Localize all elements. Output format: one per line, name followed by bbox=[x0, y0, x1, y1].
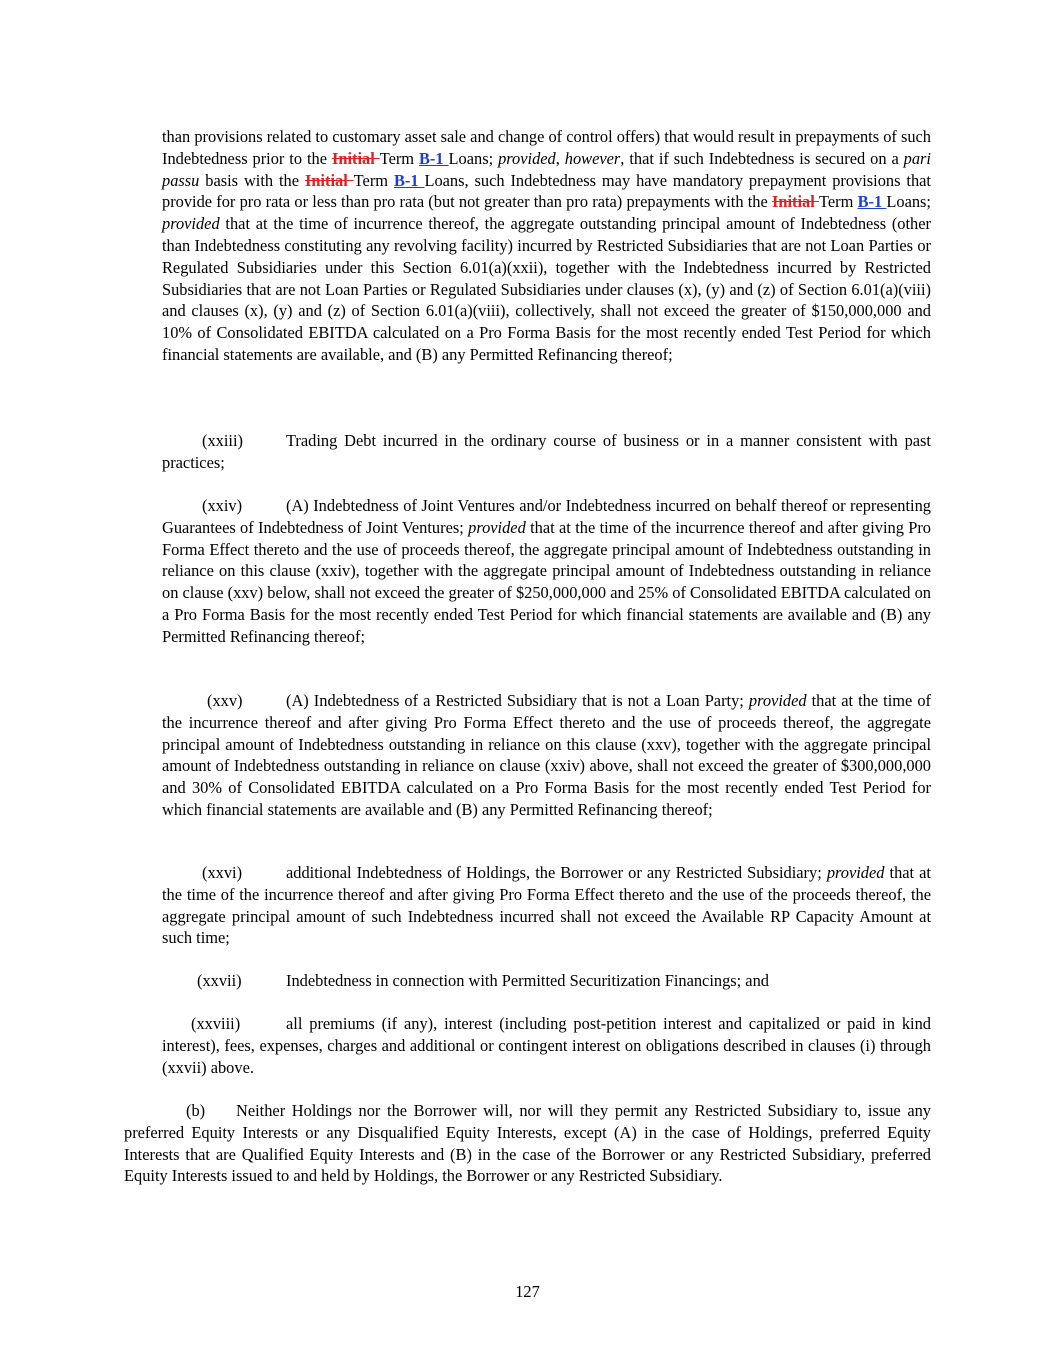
clause-xxv bbox=[162, 690, 931, 821]
text: Term bbox=[819, 192, 858, 212]
text: than provisions related to customary asset sale and change of control offers) that would result in prepayments of such Indebtedness prior to the bbox=[162, 127, 931, 168]
clause-number: (xxv) bbox=[207, 691, 243, 710]
deleted-text-initial: Initial bbox=[304, 170, 354, 190]
clause-xxvi bbox=[162, 862, 931, 949]
paragraph-text: Neither Holdings nor the Borrower will, nor will they permit any Restricted Subsidiary to, issue any preferred Equity Interests or any Disqualified Equity Interests, except (A) in the case of Holdings, preferred Equity Interests that are Qualified Equity Interests and (B) in the case of the Borrower or any Restricted Subsidiary, preferred Equity Interests issued to and held by Holdings, the Borrower or any Restricted Subsidiary. bbox=[124, 1101, 931, 1186]
paragraph-xxii-continuation bbox=[162, 126, 931, 366]
text: basis with the bbox=[199, 170, 305, 190]
clause-text: Indebtedness in connection with Permitted Securitization Financings; and bbox=[286, 971, 769, 990]
clause-xxiv bbox=[162, 495, 931, 648]
italic-text: provided bbox=[826, 863, 885, 882]
clause-text: additional Indebtedness of Holdings, the Borrower or any Restricted Subsidiary; bbox=[286, 863, 827, 882]
italic-text: provided bbox=[748, 691, 807, 710]
deleted-text-initial: Initial bbox=[331, 148, 380, 168]
clause-number: (xxvi) bbox=[202, 863, 243, 882]
text: Loans; bbox=[886, 192, 931, 212]
clause-text: that at the time of the incurrence thereof and after giving Pro Forma Effect thereto and the use of proceeds thereof, the aggregate principal amount of Indebtedness outstanding in reliance on this clause (xxv), together with the aggregate principal amount of Indebtedness outstanding in reliance on clause (xxiv) above, shall not exceed the greater of $300,000,000 and 30% of Consolidated EBITDA calculated on a Pro Forma Basis for the most recently ended Test Period for which financial statements are available and (B) any Permitted Refinancing thereof; bbox=[162, 691, 931, 819]
text: Loans, such Indebtedness may have mandatory prepayment provisions that provide for pro rata or less than pro rata (but not greater than pro rata) prepayments with the bbox=[162, 170, 931, 212]
paragraph-number: (b) bbox=[186, 1101, 206, 1120]
inserted-text-b1: B-1 bbox=[857, 192, 887, 212]
clause-text: Trading Debt incurred in the ordinary course of business or in a manner consistent with past practices; bbox=[162, 431, 931, 472]
page-number: 127 bbox=[515, 1282, 540, 1301]
italic-text: pari passu bbox=[162, 148, 931, 190]
clause-number: (xxiii) bbox=[202, 431, 243, 450]
clause-text: (A) Indebtedness of Joint Ventures and/or Indebtedness incurred on behalf thereof or representing Guarantees of Indebtedness of Joint Ventures; bbox=[162, 496, 931, 537]
text: Loans; bbox=[448, 148, 499, 168]
clause-number: (xxviii) bbox=[191, 1014, 241, 1033]
clause-text: (A) Indebtedness of a Restricted Subsidiary that is not a Loan Party; bbox=[286, 691, 749, 710]
italic-text: provided bbox=[498, 148, 556, 168]
text: , bbox=[555, 148, 565, 168]
paragraph-b bbox=[124, 1100, 931, 1187]
text: Term bbox=[379, 148, 419, 168]
italic-text: provided bbox=[162, 214, 220, 234]
italic-text: however bbox=[564, 148, 621, 168]
inserted-text-b1: B-1 bbox=[393, 170, 425, 190]
text: that at the time of incurrence thereof, the aggregate outstanding principal amount of Indebtedness (other than Indebtedness constituting any revolving facility) incurred by Restricted Subsidiaries that are not Loan Parties or Regulated Subsidiaries under this Section 6.01(a)(xxii), together with the Indebtedness incurred by Restricted Subsidiaries that are not Loan Parties or Regulated Subsidiaries under clauses (x), (y) and (z) of Section 6.01(a)(viii) and clauses (x), (y) and (z) of Section 6.01(a)(viii), collectively, shall not exceed the greater of $150,000,000 and 10% of Consolidated EBITDA calculated on a Pro Forma Basis for the most recently ended Test Period for which financial statements are available, and (B) any Permitted Refinancing thereof; bbox=[162, 214, 931, 364]
clause-xxvii bbox=[162, 970, 931, 992]
clause-text: all premiums (if any), interest (including post-petition interest and capitalized or paid in kind interest), fees, expenses, charges and additional or contingent interest on obligations described in clauses (i) through (xxvii) above. bbox=[162, 1014, 931, 1077]
clause-text: that at the time of the incurrence thereof and after giving Pro Forma Effect thereto and the use of proceeds thereof, the aggregate principal amount of Indebtedness outstanding in reliance on this clause (xxiv), together with the aggregate principal amount of Indebtedness outstanding in reliance on clause (xxv) below, shall not exceed the greater of $250,000,000 and 25% of Consolidated EBITDA calculated on a Pro Forma Basis for the most recently ended Test Period for which financial statements are available and (B) any Permitted Refinancing thereof; bbox=[162, 517, 931, 646]
clause-number: (xxvii) bbox=[197, 971, 242, 990]
inserted-text-b1: B-1 bbox=[419, 148, 449, 168]
clause-number: (xxiv) bbox=[202, 496, 243, 515]
text: Term bbox=[353, 170, 394, 190]
deleted-text-initial: Initial bbox=[771, 192, 819, 212]
clause-text: that at the time of the incurrence thereof and after giving Pro Forma Effect thereto and the use of the proceeds thereof, the aggregate principal amount of such Indebtedness incurred shall not exceed the Available RP Capacity Amount at such time; bbox=[162, 863, 931, 948]
italic-text: provided bbox=[468, 517, 526, 537]
text: , that if such Indebtedness is secured on a bbox=[620, 148, 904, 168]
clause-xxiii bbox=[162, 430, 931, 474]
clause-xxviii bbox=[162, 1013, 931, 1078]
